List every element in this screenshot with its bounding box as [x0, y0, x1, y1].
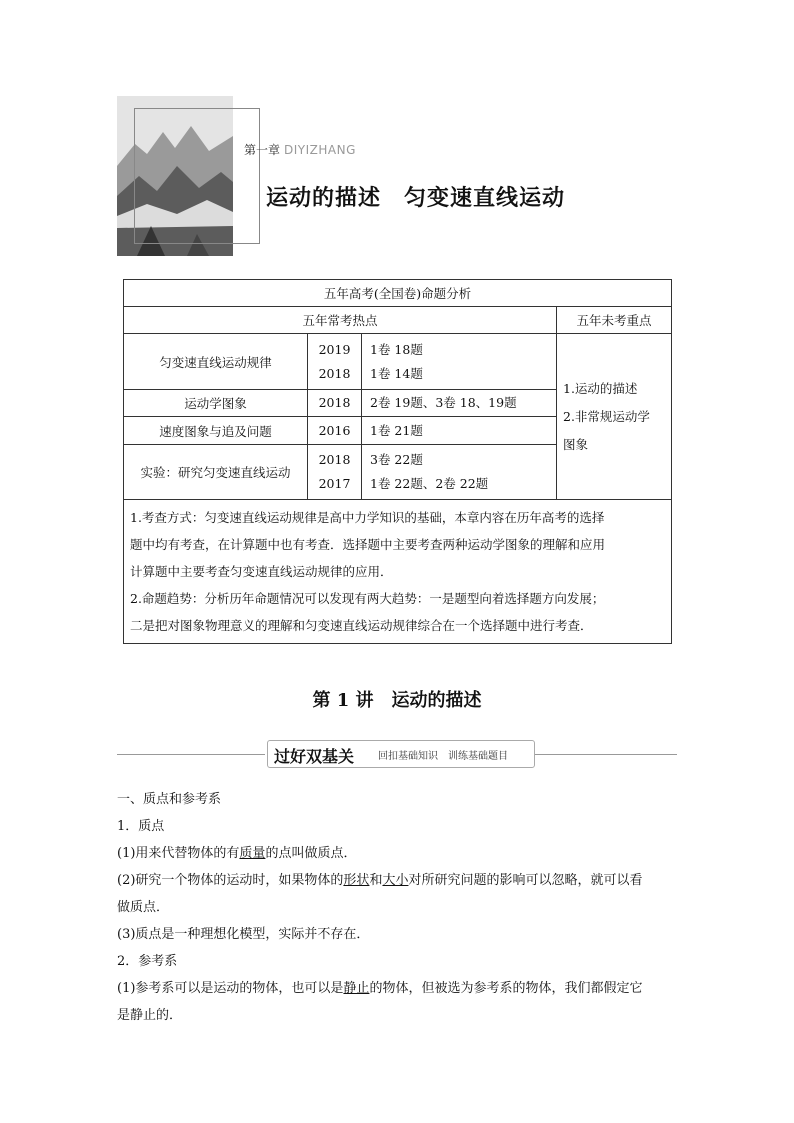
- underlined-keyword: 静止: [343, 981, 370, 996]
- chapter-title: 运动的描述 匀变速直线运动: [266, 186, 566, 211]
- underlined-keyword: 大小: [382, 873, 409, 888]
- lesson-content: [117, 786, 679, 1029]
- exam-analysis-table: [123, 279, 672, 644]
- heading-point-and-reference: 一、质点和参考系: [117, 792, 222, 807]
- paragraph: [117, 867, 679, 894]
- section-name: 过好双基关: [274, 747, 355, 766]
- table-row-topic: 速度图象与追及问题: [124, 417, 308, 445]
- section-subtitle: 回扣基础知识 训练基础题目: [378, 751, 508, 762]
- underlined-keyword: 质量: [239, 846, 266, 861]
- future-focus-item: 2.非常规运动学: [563, 408, 650, 424]
- paragraph: [117, 975, 679, 1002]
- question-ref: 1卷 22题、2卷 22题: [370, 476, 489, 491]
- subheading-particle: 1．质点: [117, 819, 165, 834]
- text: 的点叫做质点．: [265, 846, 357, 861]
- paragraph-continued: 是静止的．: [117, 1008, 183, 1023]
- note-line: 题中均有考查，在计算题中也有考查．选择题中主要考查两种运动学图象的理解和应用: [130, 537, 606, 552]
- future-focus-item: 1.运动的描述: [563, 380, 638, 396]
- question-ref: 1卷 18题: [370, 341, 423, 357]
- column-header-hot-topics: 五年常考热点: [124, 307, 557, 334]
- table-row-questions: [362, 445, 557, 500]
- year: 2018: [318, 452, 351, 467]
- note-line: 2.命题趋势：分析历年命题情况可以发现有两大趋势：一是题型向着选择题方向发展；: [130, 591, 605, 606]
- table-row-topic: 运动学图象: [124, 390, 308, 417]
- question-ref: 3卷 22题: [370, 452, 423, 467]
- future-focus-cell: [557, 334, 672, 500]
- analysis-notes: [124, 500, 672, 644]
- table-title: 五年高考(全国卷)命题分析: [124, 280, 672, 307]
- table-row-years: [308, 445, 362, 500]
- chapter-number-pinyin: DIYIZHANG: [284, 143, 356, 157]
- text: 和: [369, 873, 383, 888]
- table-row-questions: [362, 334, 557, 390]
- chapter-label: [244, 141, 356, 158]
- section-header-bar: [117, 740, 677, 768]
- text: 对所研究问题的影响可以忽略，就可以看: [408, 873, 643, 888]
- chapter-number: 第一章: [244, 143, 281, 157]
- text: 的物体，但被选为参考系的物体，我们都假定它: [369, 981, 643, 996]
- year: 2018: [308, 390, 362, 417]
- question-ref: 1卷 21题: [362, 417, 557, 445]
- year: 2016: [308, 417, 362, 445]
- year: 2019: [318, 341, 351, 357]
- subheading-reference-frame: 2．参考系: [117, 954, 178, 969]
- year: 2018: [318, 365, 351, 381]
- table-row-topic: 实验：研究匀变速直线运动: [124, 445, 308, 500]
- paragraph-continued: 做质点．: [117, 900, 170, 915]
- table-row-years: [308, 334, 362, 390]
- year: 2017: [318, 476, 351, 491]
- divider-line: [117, 754, 265, 755]
- banner-frame: [134, 108, 260, 244]
- text: (1)用来代替物体的有: [117, 846, 240, 861]
- text: (1)参考系可以是运动的物体，也可以是: [117, 981, 344, 996]
- note-line: 1.考查方式：匀变速直线运动规律是高中力学知识的基础，本章内容在历年高考的选择: [130, 510, 605, 525]
- divider-line: [535, 754, 677, 755]
- lecture-title: 第 1 讲 运动的描述: [312, 690, 482, 711]
- table-row-topic: 匀变速直线运动规律: [124, 334, 308, 390]
- note-line: 计算题中主要考查匀变速直线运动规律的应用．: [130, 564, 393, 579]
- paragraph: (3)质点是一种理想化模型，实际并不存在．: [117, 927, 370, 942]
- future-focus-item: 图象: [563, 436, 589, 452]
- note-line: 二是把对图象物理意义的理解和匀变速直线运动规律综合在一个选择题中进行考查．: [130, 618, 593, 633]
- section-box: [267, 740, 535, 768]
- question-ref: 1卷 14题: [370, 365, 423, 381]
- underlined-keyword: 形状: [343, 873, 370, 888]
- text: (2)研究一个物体的运动时，如果物体的: [117, 873, 344, 888]
- column-header-future-focus: 五年未考重点: [557, 307, 672, 334]
- paragraph: [117, 840, 679, 867]
- question-ref: 2卷 19题、3卷 18、19题: [362, 390, 557, 417]
